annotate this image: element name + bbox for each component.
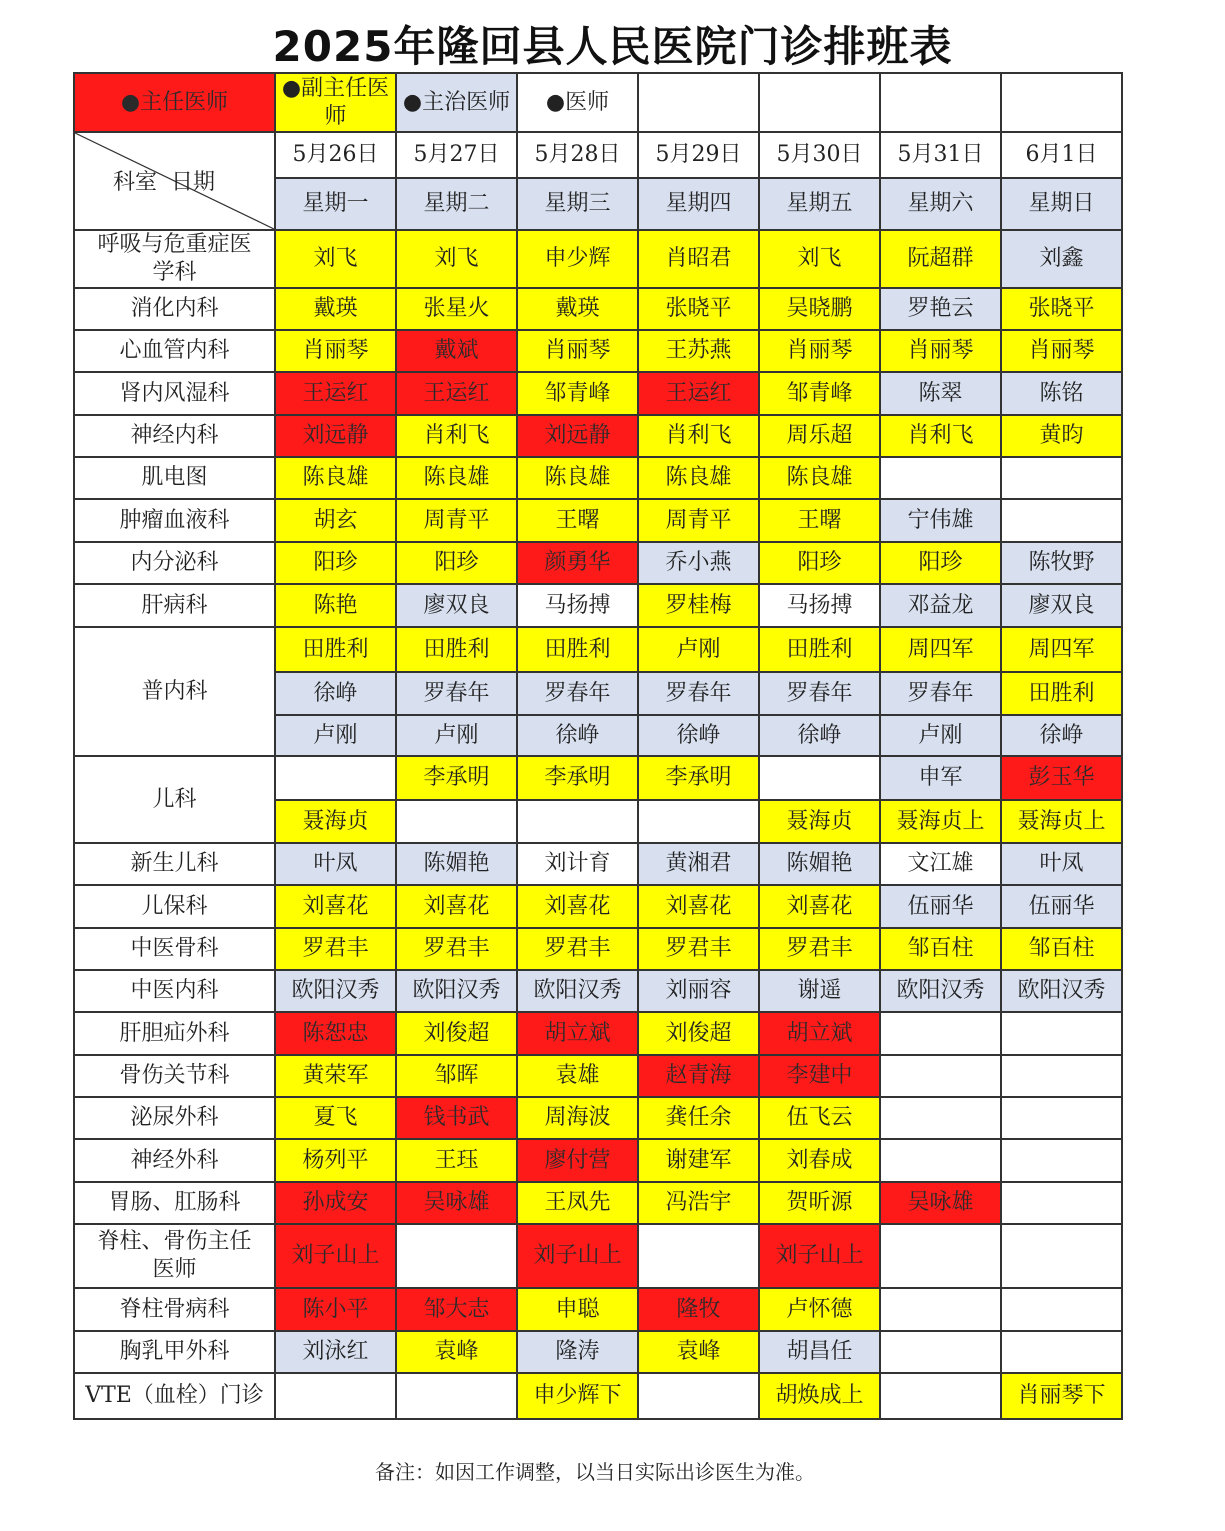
department-name: 肿瘤血液科: [74, 499, 275, 542]
doctor-cell: 刘喜花: [396, 885, 517, 928]
doctor-cell: 罗君丰: [759, 928, 880, 970]
empty-cell: [638, 1224, 759, 1288]
doctor-cell: 宁伟雄: [880, 499, 1001, 542]
schedule-row: [74, 415, 1122, 457]
department-name: 肌电图: [74, 457, 275, 499]
schedule-row: [74, 1288, 1122, 1331]
doctor-cell: 李承明: [517, 756, 638, 800]
doctor-cell: 阳珍: [759, 542, 880, 584]
doctor-cell: 黄湘君: [638, 843, 759, 885]
doctor-cell: 欧阳汉秀: [396, 970, 517, 1012]
doctor-cell: 邹晖: [396, 1055, 517, 1097]
doctor-cell: 李建中: [759, 1055, 880, 1097]
empty-cell: [517, 800, 638, 843]
footnote: 备注：如因工作调整，以当日实际出诊医生为准。: [375, 1460, 815, 1484]
corner-header: [74, 132, 275, 230]
doctor-cell: 刘俊超: [396, 1012, 517, 1055]
doctor-cell: 罗君丰: [517, 928, 638, 970]
doctor-cell: 廖付营: [517, 1139, 638, 1182]
empty-cell: [275, 1373, 396, 1419]
schedule-row: [74, 1331, 1122, 1373]
schedule-row: [74, 970, 1122, 1012]
doctor-cell: 袁峰: [638, 1331, 759, 1373]
doctor-cell: 徐峥: [638, 715, 759, 756]
department-name: 中医骨科: [74, 928, 275, 970]
doctor-cell: 陈艳: [275, 584, 396, 627]
doctor-cell: 张晓平: [638, 288, 759, 330]
department-name: 神经外科: [74, 1139, 275, 1182]
empty-cell: [1001, 1097, 1122, 1139]
empty-cell: [1001, 1182, 1122, 1224]
empty-cell: [880, 457, 1001, 499]
doctor-cell: 田胜利: [759, 627, 880, 672]
page-title: 2025年隆回县人民医院门诊排班表: [272, 22, 953, 71]
doctor-cell: 颜勇华: [517, 542, 638, 584]
doctor-cell: 徐峥: [517, 715, 638, 756]
doctor-cell: 黄昀: [1001, 415, 1122, 457]
department-name: 肝病科: [74, 584, 275, 627]
empty-cell: [880, 1139, 1001, 1182]
weekday-header: 星期一: [275, 178, 396, 230]
doctor-cell: 刘远静: [517, 415, 638, 457]
doctor-cell: 马扬搏: [517, 584, 638, 627]
doctor-cell: 刘喜花: [759, 885, 880, 928]
doctor-cell: 刘子山上: [759, 1224, 880, 1288]
doctor-cell: 罗君丰: [396, 928, 517, 970]
doctor-cell: 刘喜花: [638, 885, 759, 928]
doctor-cell: 罗艳云: [880, 288, 1001, 330]
doctor-cell: 刘飞: [275, 230, 396, 288]
doctor-cell: 欧阳汉秀: [880, 970, 1001, 1012]
doctor-cell: 刘喜花: [517, 885, 638, 928]
empty-cell: [880, 1012, 1001, 1055]
doctor-cell: 钱书武: [396, 1097, 517, 1139]
doctor-cell: 邓益龙: [880, 584, 1001, 627]
schedule-row: [74, 1182, 1122, 1224]
doctor-cell: 陈恕忠: [275, 1012, 396, 1055]
doctor-cell: 孙成安: [275, 1182, 396, 1224]
schedule-row: [74, 1139, 1122, 1182]
schedule-row: [74, 885, 1122, 928]
doctor-cell: 肖昭君: [638, 230, 759, 288]
doctor-cell: 聂海贞上: [880, 800, 1001, 843]
schedule-row: [74, 1097, 1122, 1139]
doctor-cell: 刘子山上: [275, 1224, 396, 1288]
doctor-cell: 申少辉: [517, 230, 638, 288]
legend-empty-cell: [759, 73, 880, 132]
doctor-cell: 肖丽琴: [275, 330, 396, 372]
weekday-header: 星期六: [880, 178, 1001, 230]
weekday-header: 星期三: [517, 178, 638, 230]
doctor-cell: 罗春年: [517, 672, 638, 715]
doctor-cell: 肖丽琴: [1001, 330, 1122, 372]
doctor-cell: 杨列平: [275, 1139, 396, 1182]
doctor-cell: 伍丽华: [880, 885, 1001, 928]
doctor-cell: 戴瑛: [275, 288, 396, 330]
doctor-cell: 罗春年: [880, 672, 1001, 715]
schedule-row: [74, 584, 1122, 627]
schedule-row: [74, 756, 1122, 800]
empty-cell: [1001, 1012, 1122, 1055]
doctor-cell: 申少辉下: [517, 1373, 638, 1419]
schedule-row: [74, 457, 1122, 499]
doctor-cell: 徐峥: [275, 672, 396, 715]
department-name: 心血管内科: [74, 330, 275, 372]
schedule-row: [74, 1373, 1122, 1419]
doctor-cell: 张星火: [396, 288, 517, 330]
empty-cell: [880, 1224, 1001, 1288]
empty-cell: [880, 1055, 1001, 1097]
doctor-cell: 卢刚: [396, 715, 517, 756]
doctor-cell: 申军: [880, 756, 1001, 800]
doctor-cell: 欧阳汉秀: [517, 970, 638, 1012]
schedule-row: [74, 499, 1122, 542]
department-name: 泌尿外科: [74, 1097, 275, 1139]
date-header: 5月28日: [517, 132, 638, 178]
empty-cell: [638, 800, 759, 843]
schedule-row: [74, 1055, 1122, 1097]
department-name: 儿保科: [74, 885, 275, 928]
doctor-cell: 陈良雄: [638, 457, 759, 499]
department-name: 胃肠、肛肠科: [74, 1182, 275, 1224]
department-name: 普内科: [74, 627, 275, 756]
doctor-cell: 罗春年: [638, 672, 759, 715]
doctor-cell: 周四军: [1001, 627, 1122, 672]
schedule-row: [74, 627, 1122, 672]
empty-cell: [759, 756, 880, 800]
doctor-cell: 邹大志: [396, 1288, 517, 1331]
empty-cell: [1001, 457, 1122, 499]
doctor-cell: 刘计育: [517, 843, 638, 885]
doctor-cell: 欧阳汉秀: [1001, 970, 1122, 1012]
doctor-cell: 罗春年: [396, 672, 517, 715]
doctor-cell: 肖利飞: [880, 415, 1001, 457]
date-header: 5月29日: [638, 132, 759, 178]
legend-empty-cell: [638, 73, 759, 132]
doctor-cell: 叶凤: [275, 843, 396, 885]
doctor-cell: 刘泳红: [275, 1331, 396, 1373]
doctor-cell: 陈媚艳: [759, 843, 880, 885]
doctor-cell: 聂海贞: [759, 800, 880, 843]
empty-cell: [396, 800, 517, 843]
doctor-cell: 阮超群: [880, 230, 1001, 288]
doctor-cell: 吴晓鹏: [759, 288, 880, 330]
department-name: 新生儿科: [74, 843, 275, 885]
doctor-cell: 吴咏雄: [396, 1182, 517, 1224]
department-name: 呼吸与危重症医学科: [74, 230, 275, 288]
schedule-row: [74, 843, 1122, 885]
doctor-cell: 肖丽琴下: [1001, 1373, 1122, 1419]
doctor-cell: 胡立斌: [759, 1012, 880, 1055]
schedule-row: [74, 928, 1122, 970]
doctor-cell: 隆涛: [517, 1331, 638, 1373]
doctor-cell: 聂海贞上: [1001, 800, 1122, 843]
empty-cell: [638, 1373, 759, 1419]
doctor-cell: 卢刚: [275, 715, 396, 756]
schedule-row: [74, 330, 1122, 372]
doctor-cell: 马扬搏: [759, 584, 880, 627]
date-header: 5月27日: [396, 132, 517, 178]
doctor-cell: 邹百柱: [1001, 928, 1122, 970]
doctor-cell: 周青平: [396, 499, 517, 542]
doctor-cell: 刘飞: [759, 230, 880, 288]
legend-empty-cell: [880, 73, 1001, 132]
schedule-row: [74, 542, 1122, 584]
doctor-cell: 陈媚艳: [396, 843, 517, 885]
department-name: 脊柱、骨伤主任医师: [74, 1224, 275, 1288]
date-header: 5月31日: [880, 132, 1001, 178]
department-name: 神经内科: [74, 415, 275, 457]
doctor-cell: 王曙: [759, 499, 880, 542]
department-name: 消化内科: [74, 288, 275, 330]
legend-chief-physician: ●主任医师: [74, 73, 275, 132]
schedule-row: [74, 230, 1122, 288]
doctor-cell: 刘丽容: [638, 970, 759, 1012]
doctor-cell: 李承明: [638, 756, 759, 800]
doctor-cell: 阳珍: [396, 542, 517, 584]
schedule-table: [73, 72, 1123, 1420]
schedule-row: [74, 372, 1122, 415]
empty-cell: [880, 1331, 1001, 1373]
doctor-cell: 王珏: [396, 1139, 517, 1182]
doctor-cell: 胡立斌: [517, 1012, 638, 1055]
doctor-cell: 夏飞: [275, 1097, 396, 1139]
doctor-cell: 阳珍: [275, 542, 396, 584]
doctor-cell: 廖双良: [1001, 584, 1122, 627]
doctor-cell: 陈铭: [1001, 372, 1122, 415]
doctor-cell: 周青平: [638, 499, 759, 542]
doctor-cell: 谢建军: [638, 1139, 759, 1182]
doctor-cell: 田胜利: [1001, 672, 1122, 715]
legend-associate-chief-physician: ●副主任医师: [275, 73, 396, 132]
weekday-header: 星期日: [1001, 178, 1122, 230]
doctor-cell: 龚任余: [638, 1097, 759, 1139]
empty-cell: [396, 1224, 517, 1288]
doctor-cell: 周海波: [517, 1097, 638, 1139]
doctor-cell: 聂海贞: [275, 800, 396, 843]
doctor-cell: 刘俊超: [638, 1012, 759, 1055]
doctor-cell: 胡玄: [275, 499, 396, 542]
empty-cell: [880, 1373, 1001, 1419]
doctor-cell: 陈良雄: [275, 457, 396, 499]
doctor-cell: 胡昌任: [759, 1331, 880, 1373]
doctor-cell: 肖丽琴: [880, 330, 1001, 372]
weekday-header: 星期四: [638, 178, 759, 230]
doctor-cell: 田胜利: [275, 627, 396, 672]
doctor-cell: 罗桂梅: [638, 584, 759, 627]
doctor-cell: 申聪: [517, 1288, 638, 1331]
doctor-cell: 王运红: [638, 372, 759, 415]
date-header: 5月26日: [275, 132, 396, 178]
doctor-cell: 陈牧野: [1001, 542, 1122, 584]
doctor-cell: 戴斌: [396, 330, 517, 372]
doctor-cell: 刘子山上: [517, 1224, 638, 1288]
doctor-cell: 肖丽琴: [517, 330, 638, 372]
doctor-cell: 罗君丰: [638, 928, 759, 970]
date-header: 5月30日: [759, 132, 880, 178]
doctor-cell: 袁雄: [517, 1055, 638, 1097]
doctor-cell: 陈良雄: [517, 457, 638, 499]
doctor-cell: 邹百柱: [880, 928, 1001, 970]
empty-cell: [1001, 1224, 1122, 1288]
doctor-cell: 肖利飞: [396, 415, 517, 457]
empty-cell: [880, 1288, 1001, 1331]
doctor-cell: 徐峥: [759, 715, 880, 756]
department-name: 脊柱骨病科: [74, 1288, 275, 1331]
doctor-cell: 刘喜花: [275, 885, 396, 928]
empty-cell: [1001, 1288, 1122, 1331]
doctor-cell: 胡焕成上: [759, 1373, 880, 1419]
department-name: 中医内科: [74, 970, 275, 1012]
doctor-cell: 王凤先: [517, 1182, 638, 1224]
doctor-cell: 田胜利: [396, 627, 517, 672]
doctor-cell: 张晓平: [1001, 288, 1122, 330]
doctor-cell: 陈小平: [275, 1288, 396, 1331]
department-name: 肝胆疝外科: [74, 1012, 275, 1055]
doctor-cell: 冯浩宇: [638, 1182, 759, 1224]
doctor-cell: 邹青峰: [517, 372, 638, 415]
legend-attending-physician: ●主治医师: [396, 73, 517, 132]
doctor-cell: 陈良雄: [759, 457, 880, 499]
legend-physician: ●医师: [517, 73, 638, 132]
empty-cell: [396, 1373, 517, 1419]
doctor-cell: 刘春成: [759, 1139, 880, 1182]
doctor-cell: 王运红: [396, 372, 517, 415]
schedule-row: [74, 288, 1122, 330]
doctor-cell: 肖利飞: [638, 415, 759, 457]
doctor-cell: 贺昕源: [759, 1182, 880, 1224]
doctor-cell: 袁峰: [396, 1331, 517, 1373]
doctor-cell: 彭玉华: [1001, 756, 1122, 800]
doctor-cell: 戴瑛: [517, 288, 638, 330]
department-name: VTE（血栓）门诊: [74, 1373, 275, 1419]
empty-cell: [880, 1097, 1001, 1139]
department-name: 内分泌科: [74, 542, 275, 584]
doctor-cell: 王苏燕: [638, 330, 759, 372]
doctor-cell: 伍飞云: [759, 1097, 880, 1139]
doctor-cell: 李承明: [396, 756, 517, 800]
empty-cell: [1001, 499, 1122, 542]
doctor-cell: 叶凤: [1001, 843, 1122, 885]
empty-cell: [1001, 1139, 1122, 1182]
weekday-header: 星期五: [759, 178, 880, 230]
doctor-cell: 卢怀德: [759, 1288, 880, 1331]
department-name: 肾内风湿科: [74, 372, 275, 415]
doctor-cell: 卢刚: [638, 627, 759, 672]
doctor-cell: 刘飞: [396, 230, 517, 288]
doctor-cell: 伍丽华: [1001, 885, 1122, 928]
department-name: 骨伤关节科: [74, 1055, 275, 1097]
empty-cell: [275, 756, 396, 800]
schedule-row: [74, 1012, 1122, 1055]
doctor-cell: 廖双良: [396, 584, 517, 627]
doctor-cell: 罗春年: [759, 672, 880, 715]
legend-empty-cell: [1001, 73, 1122, 132]
doctor-cell: 邹青峰: [759, 372, 880, 415]
doctor-cell: 罗君丰: [275, 928, 396, 970]
doctor-cell: 隆牧: [638, 1288, 759, 1331]
department-name: 儿科: [74, 756, 275, 843]
department-name: 胸乳甲外科: [74, 1331, 275, 1373]
doctor-cell: 王运红: [275, 372, 396, 415]
doctor-cell: 文江雄: [880, 843, 1001, 885]
doctor-cell: 周四军: [880, 627, 1001, 672]
doctor-cell: 欧阳汉秀: [275, 970, 396, 1012]
doctor-cell: 谢遥: [759, 970, 880, 1012]
doctor-cell: 刘远静: [275, 415, 396, 457]
corner-label: 科室 日期: [113, 170, 215, 195]
doctor-cell: 吴咏雄: [880, 1182, 1001, 1224]
doctor-cell: 周乐超: [759, 415, 880, 457]
doctor-cell: 卢刚: [880, 715, 1001, 756]
doctor-cell: 阳珍: [880, 542, 1001, 584]
doctor-cell: 赵青海: [638, 1055, 759, 1097]
doctor-cell: 陈翠: [880, 372, 1001, 415]
empty-cell: [1001, 1331, 1122, 1373]
doctor-cell: 刘鑫: [1001, 230, 1122, 288]
doctor-cell: 乔小燕: [638, 542, 759, 584]
empty-cell: [1001, 1055, 1122, 1097]
doctor-cell: 田胜利: [517, 627, 638, 672]
weekday-header: 星期二: [396, 178, 517, 230]
doctor-cell: 陈良雄: [396, 457, 517, 499]
date-header: 6月1日: [1001, 132, 1122, 178]
doctor-cell: 肖丽琴: [759, 330, 880, 372]
doctor-cell: 黄荣军: [275, 1055, 396, 1097]
doctor-cell: 王曙: [517, 499, 638, 542]
doctor-cell: 徐峥: [1001, 715, 1122, 756]
schedule-row: [74, 1224, 1122, 1288]
